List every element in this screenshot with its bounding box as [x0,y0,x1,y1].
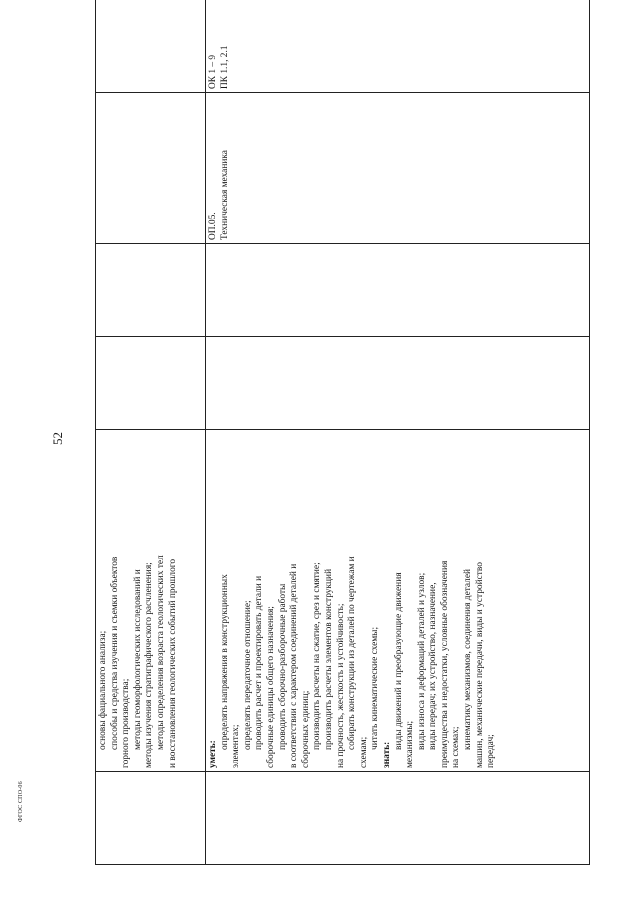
top_row-line: способы и средства изучения и съемки объектов [109,556,120,750]
cell-max-hours-empty [96,337,206,430]
discipline-name: Техническая механика [219,150,230,240]
bottom_row-line: виды износа и деформаций деталей и узлов; [416,572,427,750]
cell-hours-empty [96,244,206,337]
cell-description-geology [96,430,206,772]
top_row-line: методы определения возраста геологических тел [155,555,166,750]
cell-max-hours-empty [206,337,590,430]
top_row-line: и восстановления геологических событий прошлого [167,558,178,768]
bottom_row-line: определять напряжения в конструкционных [219,574,230,750]
cell-discipline [206,93,590,244]
bottom_row-line: уметь: [208,740,218,768]
discipline-code: ОП.05. [208,212,218,240]
table-row-mechanics [206,0,590,865]
bottom_row-line: на схемах; [451,726,462,768]
bottom_row-line: в соответствии с характером соединений деталей и [289,563,300,768]
description-mechanics-text [208,433,498,768]
bottom_row-line: на прочность, жесткость и устойчивость; [335,603,346,768]
bottom_row-line: проводить сборочно-разборочные работы [277,583,288,750]
top_row-line: методы изучения стратиграфического расчленения; [144,562,155,768]
bottom_row-line: сборочных единиц; [300,690,311,768]
description-geology-text [98,433,179,768]
bottom_row-line: виды передач; их устройство, назначение, [428,582,439,750]
bottom_row-line: кинематику механизмов, соединения деталей [463,568,474,750]
table-row-geology [96,0,206,865]
bottom_row-line: схемам; [358,736,369,768]
bottom_row-line: определять передаточное отношение; [242,600,253,750]
page-number: 52 [50,432,65,445]
cell-competencies [206,0,590,93]
competencies-professional: ПК 1.1, 2.1 [219,45,230,89]
curriculum-table-rotated [95,30,590,865]
cell-description-mechanics [206,430,590,772]
bottom_row-line: механизмы; [405,720,416,768]
footer-label: ФГОС СПО-06 [18,781,24,822]
bottom_row-line: знать: [381,741,392,768]
top_row-line: горного производства; [121,678,132,768]
bottom_row-line: машин, механические передачи, виды и устройство [474,562,485,768]
bottom_row-line: сборочные единицы общего назначения; [265,606,276,768]
cell-index-empty [96,772,206,865]
bottom_row-line: производить расчеты на сжатие, срез и смятие; [312,562,323,750]
bottom_row-line: собирать конструкции из деталей по чертежам и [347,556,358,750]
bottom_row-line: виды движений и преобразующие движения [393,572,404,750]
top_row-line: основы фациального анализа; [98,630,108,750]
cell-competencies-empty [96,0,206,93]
competencies-general: ОК 1 – 9 [208,54,218,89]
cell-discipline-empty [96,93,206,244]
bottom_row-line: элементах; [231,724,242,768]
curriculum-table [95,0,590,865]
cell-hours-empty [206,244,590,337]
bottom_row-line: преимущества и недостатки, условные обозначения [439,560,450,768]
bottom_row-line: производить расчеты элементов конструкций [323,568,334,750]
bottom_row-line: проводить расчет и проектировать детали и [254,575,265,750]
cell-index-empty [206,772,590,865]
bottom_row-line: читать кинематические схемы; [370,626,381,750]
top_row-line: методы геоморфологических исследований и [132,569,143,750]
bottom_row-line: передач; [486,734,497,768]
